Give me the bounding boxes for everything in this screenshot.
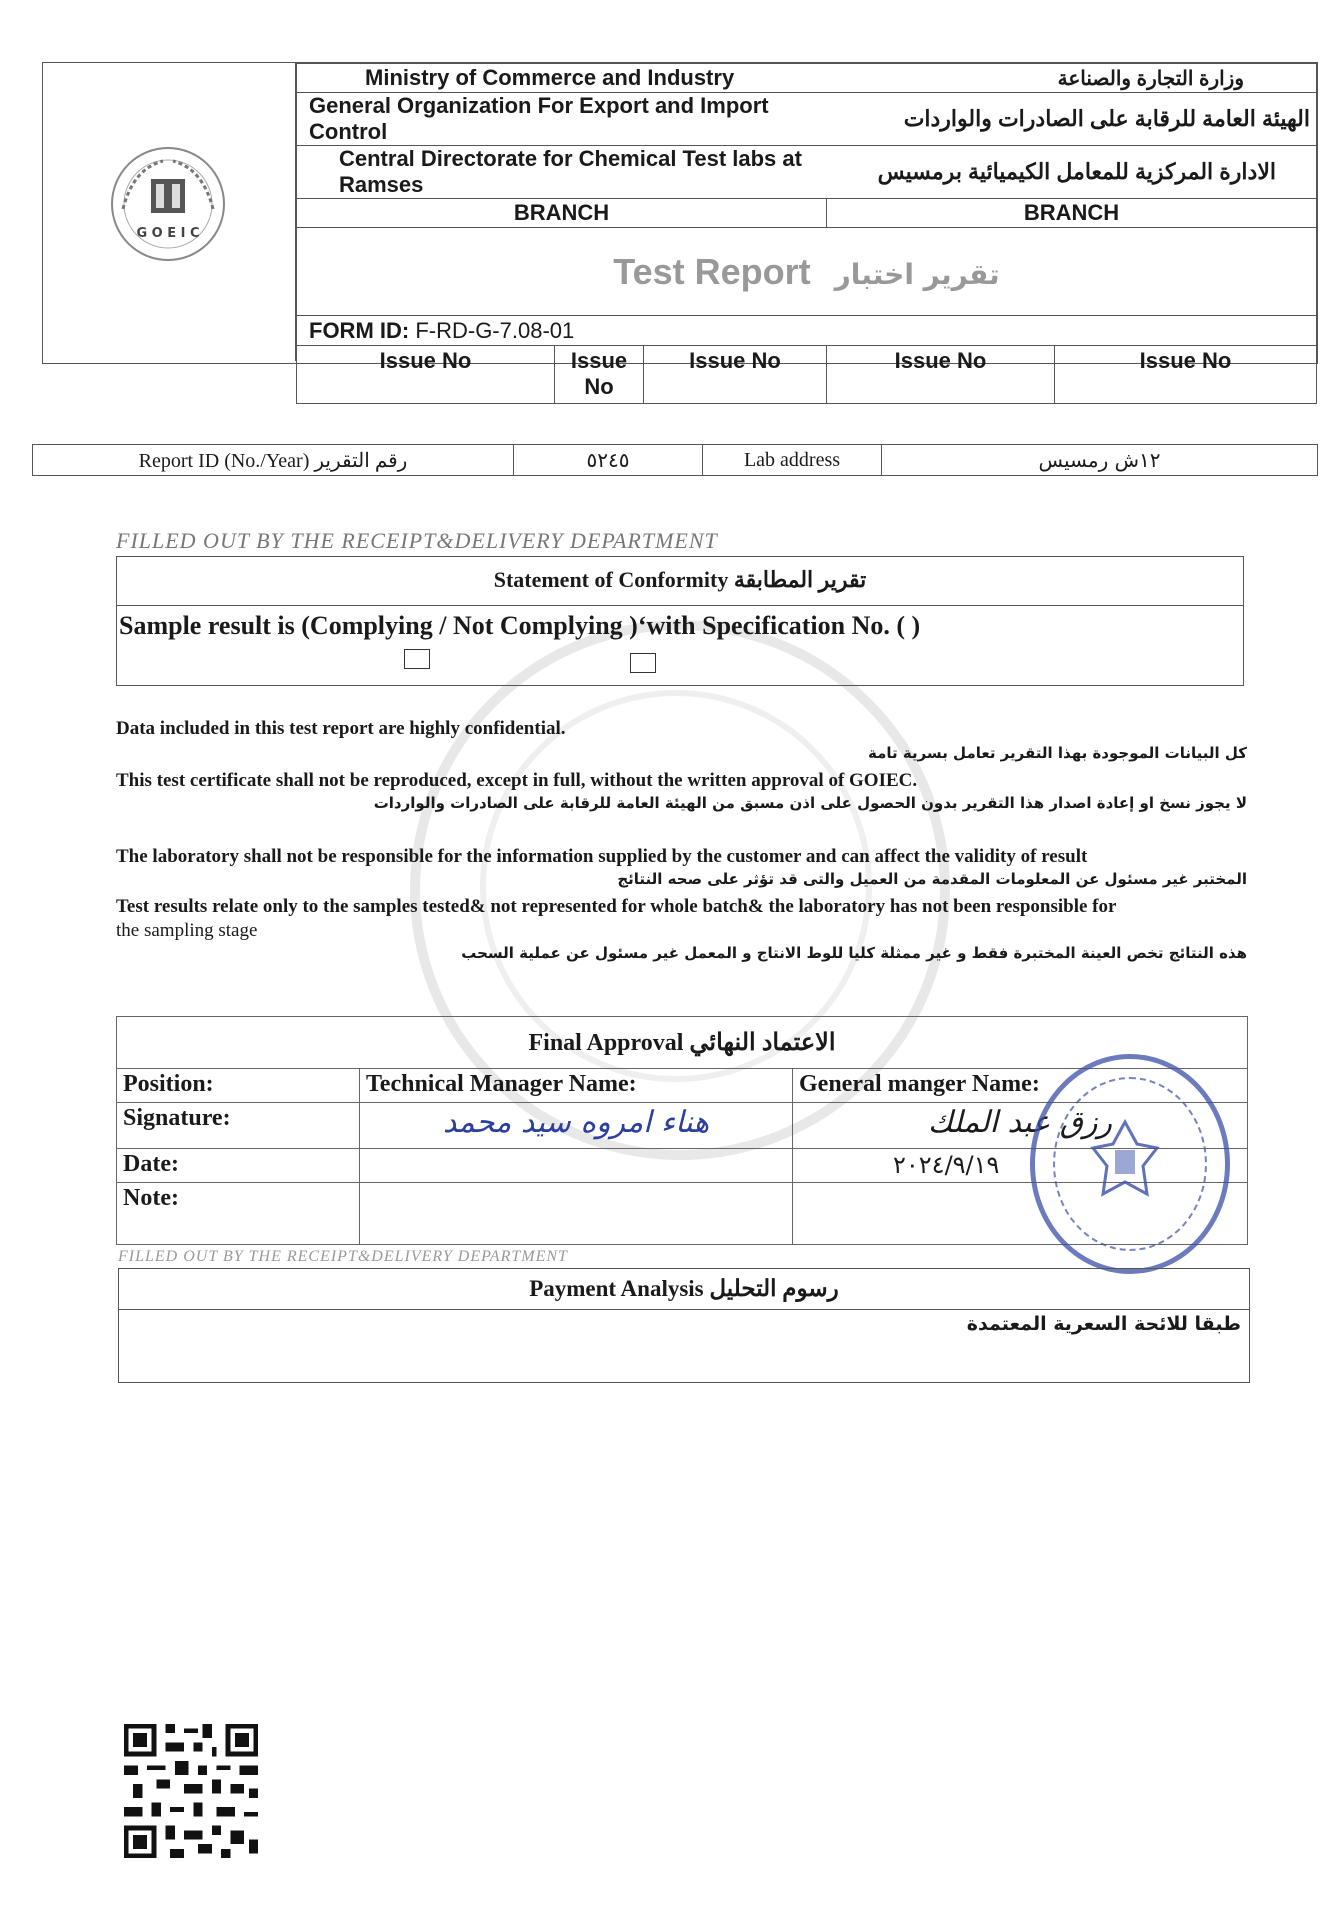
payment-title: Payment Analysis رسوم التحليل xyxy=(119,1269,1249,1310)
logo-text: G O E I C xyxy=(136,226,200,241)
report-title-cell xyxy=(297,228,1317,316)
issue-no-2: Issue No xyxy=(555,346,644,404)
form-id-value: F-RD-G-7.08-01 xyxy=(415,317,575,343)
reproduce-ar: لا يجوز نسخ او إعادة اصدار هذا التقرير بدون الحصول على اذن مسبق من الهيئة العامة للرقابة على الصادرات والواردات xyxy=(373,794,1247,812)
receipt-label-1: FILLED OUT BY THE RECEIPT&DELIVERY DEPARTMENT xyxy=(116,528,718,553)
ministry-ar: وزارة التجارة والصناعة xyxy=(827,64,1317,93)
report-id-row xyxy=(32,444,1318,476)
branch-left: BRANCH xyxy=(297,199,827,228)
official-stamp-icon xyxy=(1030,1054,1230,1274)
branch-right: BRANCH xyxy=(827,199,1317,228)
general-manager-label: General manger Name: xyxy=(793,1069,1248,1103)
responsible-ar: المختبر غير مسئول عن المعلومات المقدمة من العميل والتى قد تؤثر على صحه النتائج xyxy=(617,870,1247,888)
results-ar: هذه النتائج تخص العينة المختبرة فقط و غير ممثلة كليا للوط الانتاج و المعمل غير مسئول عن عملية السحب xyxy=(461,944,1247,962)
form-id-cell xyxy=(297,316,1317,346)
tech-note xyxy=(360,1183,793,1245)
date-label: Date: xyxy=(117,1149,360,1183)
logo-cell xyxy=(43,63,296,361)
gm-signature-text: رزق عبد الملك xyxy=(927,1105,1113,1140)
form-id-label: FORM ID: xyxy=(309,317,410,343)
sample-result-line: Sample result is (Complying / Not Complying )‘with Specification No. ( ) xyxy=(119,611,921,640)
issue-no-3: Issue No xyxy=(644,346,827,404)
confidential-en: Data included in this test report are highly confidential. xyxy=(116,718,566,739)
header-table xyxy=(296,63,1317,404)
tech-manager-label: Technical Manager Name: xyxy=(360,1069,793,1103)
payment-note: طبقا للائحة السعرية المعتمدة xyxy=(966,1313,1241,1335)
conformity-title: Statement of Conformity تقرير المطابقة xyxy=(117,557,1243,606)
approval-title: Final Approval الاعتماد النهائي xyxy=(117,1017,1248,1069)
results-en-1: Test results relate only to the samples tested& not represented for whole batch& the laboratory has not been responsible for xyxy=(116,896,1117,917)
directorate-ar: الادارة المركزية للمعامل الكيميائية برمسيس xyxy=(827,146,1317,199)
signature-label: Signature: xyxy=(117,1103,360,1149)
issue-no-1: Issue No xyxy=(297,346,555,404)
issue-no-5: Issue No xyxy=(1055,346,1317,404)
qr-code-icon xyxy=(124,1724,258,1858)
tech-signature xyxy=(360,1103,793,1149)
ministry-en: Ministry of Commerce and Industry xyxy=(297,64,827,93)
report-id-value: ٥٢٤٥ xyxy=(514,445,703,476)
not-complying-checkbox[interactable] xyxy=(630,653,656,673)
receipt-label-2: FILLED OUT BY THE RECEIPT&DELIVERY DEPARTMENT xyxy=(118,1248,568,1265)
report-id-label: Report ID (No./Year) رقم التقرير xyxy=(33,445,514,476)
tech-date xyxy=(360,1149,793,1183)
report-title-ar: تقرير اختبار xyxy=(834,257,1000,291)
report-title-en: Test Report xyxy=(613,250,811,292)
confidential-ar: كل البيانات الموجودة بهذا التقرير تعامل بسرية تامة xyxy=(868,744,1247,762)
reproduce-en: This test certificate shall not be reproduced, except in full, without the written approval of GOIEC. xyxy=(116,770,918,791)
note-label: Note: xyxy=(117,1183,360,1245)
directorate-en: Central Directorate for Chemical Test labs at Ramses xyxy=(297,146,827,199)
results-en-2: the sampling stage xyxy=(116,920,258,941)
org-en: General Organization For Export and Import Control xyxy=(297,93,827,146)
lab-address-label: Lab address xyxy=(703,445,882,476)
complying-checkbox[interactable] xyxy=(404,649,430,669)
responsible-en: The laboratory shall not be responsible for the information supplied by the customer and can affect the validity of result xyxy=(116,846,1088,867)
lab-address-value: ١٢ش رمسيس xyxy=(882,445,1318,476)
document-header xyxy=(42,62,1318,399)
issue-no-4: Issue No xyxy=(827,346,1055,404)
tech-signature-text: هناء امروه سيد محمد xyxy=(442,1105,710,1140)
date-value: ٢٠٢٤/٩/١٩ xyxy=(893,1151,1000,1179)
org-ar: الهيئة العامة للرقابة على الصادرات والواردات xyxy=(827,93,1317,146)
conformity-box xyxy=(116,556,1244,686)
payment-analysis-box xyxy=(118,1268,1250,1383)
eagle-emblem-icon xyxy=(103,139,233,269)
position-label: Position: xyxy=(117,1069,360,1103)
